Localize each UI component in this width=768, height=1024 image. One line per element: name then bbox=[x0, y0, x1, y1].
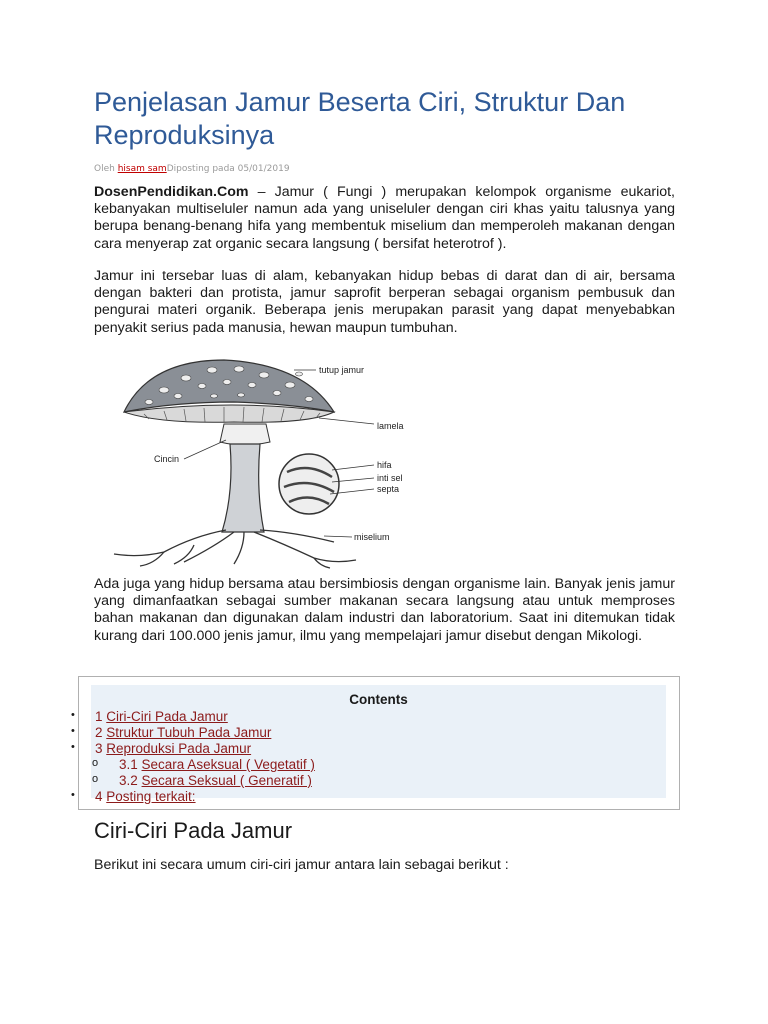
intro-paragraph bbox=[94, 184, 675, 253]
toc-bullet: • bbox=[71, 709, 75, 721]
mycelium bbox=[114, 530, 356, 568]
paragraph-symbiosis: Ada juga yang hidup bersama atau bersimbiosis dengan organisme lain. Banyak jenis jamur yang dimanfaatkan sebagai sumber makanan secara langsung atau untuk memproses bahan makanan dan digunakan dalam industri dan laboratorium. Saat ini ditemukan tidak kurang dari 100.000 jenis jamur, ilmu yang mempelajari jamur disebut dengan Mikologi. bbox=[94, 576, 675, 644]
toc-item[interactable] bbox=[71, 725, 272, 740]
toc-sub-bullet: o bbox=[92, 773, 99, 785]
toc-item[interactable] bbox=[71, 709, 228, 724]
toc-item[interactable] bbox=[71, 741, 252, 756]
label-gills: lamela bbox=[377, 421, 404, 431]
toc-item-number: 3.1 bbox=[119, 757, 142, 772]
article-title: Penjelasan Jamur Beserta Ciri, Struktur Dan Reproduksinya bbox=[94, 87, 626, 150]
toc-item-number: 3.2 bbox=[119, 773, 142, 788]
toc-link-aseksual[interactable]: Secara Aseksual ( Vegetatif ) bbox=[141, 757, 315, 772]
toc-item-number: 4 bbox=[95, 789, 107, 804]
label-mycelium: miselium bbox=[354, 532, 390, 542]
meta-prefix: Oleh bbox=[94, 164, 118, 174]
toc-link-posting[interactable]: Posting terkait: bbox=[106, 789, 196, 804]
paragraph-habitat: Jamur ini tersebar luas di alam, kebanyakan hidup bebas di darat dan di air, bersama dengan bakteri dan protista, jamur saprofit berperan sebagai organism pembusuk dan pengurai materi organik. Beberapa jenis merupakan parasit yang dapat menyebabkan penyakit serius pada manusia, hewan maupun tumbuhan. bbox=[94, 268, 675, 336]
mushroom-diagram bbox=[94, 352, 424, 570]
label-ring: Cincin bbox=[154, 454, 180, 464]
toc-link-seksual[interactable]: Secara Seksual ( Generatif ) bbox=[141, 773, 312, 788]
toc-sub-bullet: o bbox=[92, 757, 99, 769]
toc-link-struktur[interactable]: Struktur Tubuh Pada Jamur bbox=[106, 725, 272, 740]
toc-title: Contents bbox=[349, 692, 408, 707]
toc-link-reproduksi[interactable]: Reproduksi Pada Jamur bbox=[106, 741, 252, 756]
intro-text: – Jamur ( Fungi ) merupakan kelompok organisme eukariot, kebanyakan multiseluler namun ada yang uniseluler dengan ciri khas yaitu talusnya yang berupa benang-benang hifa yang membentuk miselium dan memperoleh makanan dengan cara menyerap zat organic secara langsung ( bersifat heterotrof ). bbox=[94, 184, 675, 252]
site-brand: DosenPendidikan.Com bbox=[94, 184, 249, 200]
table-of-contents bbox=[71, 676, 680, 810]
author-link[interactable]: hisam sam bbox=[117, 164, 167, 174]
toc-item-number: 1 bbox=[95, 709, 107, 724]
post-meta bbox=[94, 164, 290, 174]
label-cap: tutup jamur bbox=[319, 365, 365, 375]
mushroom-cap bbox=[124, 360, 334, 412]
label-nucleus: inti sel bbox=[377, 473, 403, 483]
label-hyphae: hifa bbox=[377, 460, 392, 470]
toc-subitem[interactable] bbox=[92, 773, 312, 788]
section-intro: Berikut ini secara umum ciri-ciri jamur antara lain sebagai berikut : bbox=[94, 857, 509, 873]
toc-item[interactable] bbox=[71, 789, 196, 804]
toc-box bbox=[71, 685, 666, 804]
post-date: Diposting pada 05/01/2019 bbox=[166, 164, 290, 174]
toc-subitem[interactable] bbox=[92, 757, 315, 772]
toc-item-number: 2 bbox=[95, 725, 107, 740]
toc-item-number: 3 bbox=[95, 741, 107, 756]
toc-bullet: • bbox=[71, 741, 75, 753]
toc-link-ciri[interactable]: Ciri-Ciri Pada Jamur bbox=[106, 709, 228, 724]
toc-bullet: • bbox=[71, 725, 75, 737]
stem bbox=[222, 444, 264, 532]
ring bbox=[220, 424, 270, 445]
label-septa: septa bbox=[377, 484, 400, 494]
toc-bullet: • bbox=[71, 789, 75, 801]
section-heading: Ciri-Ciri Pada Jamur bbox=[94, 818, 293, 843]
